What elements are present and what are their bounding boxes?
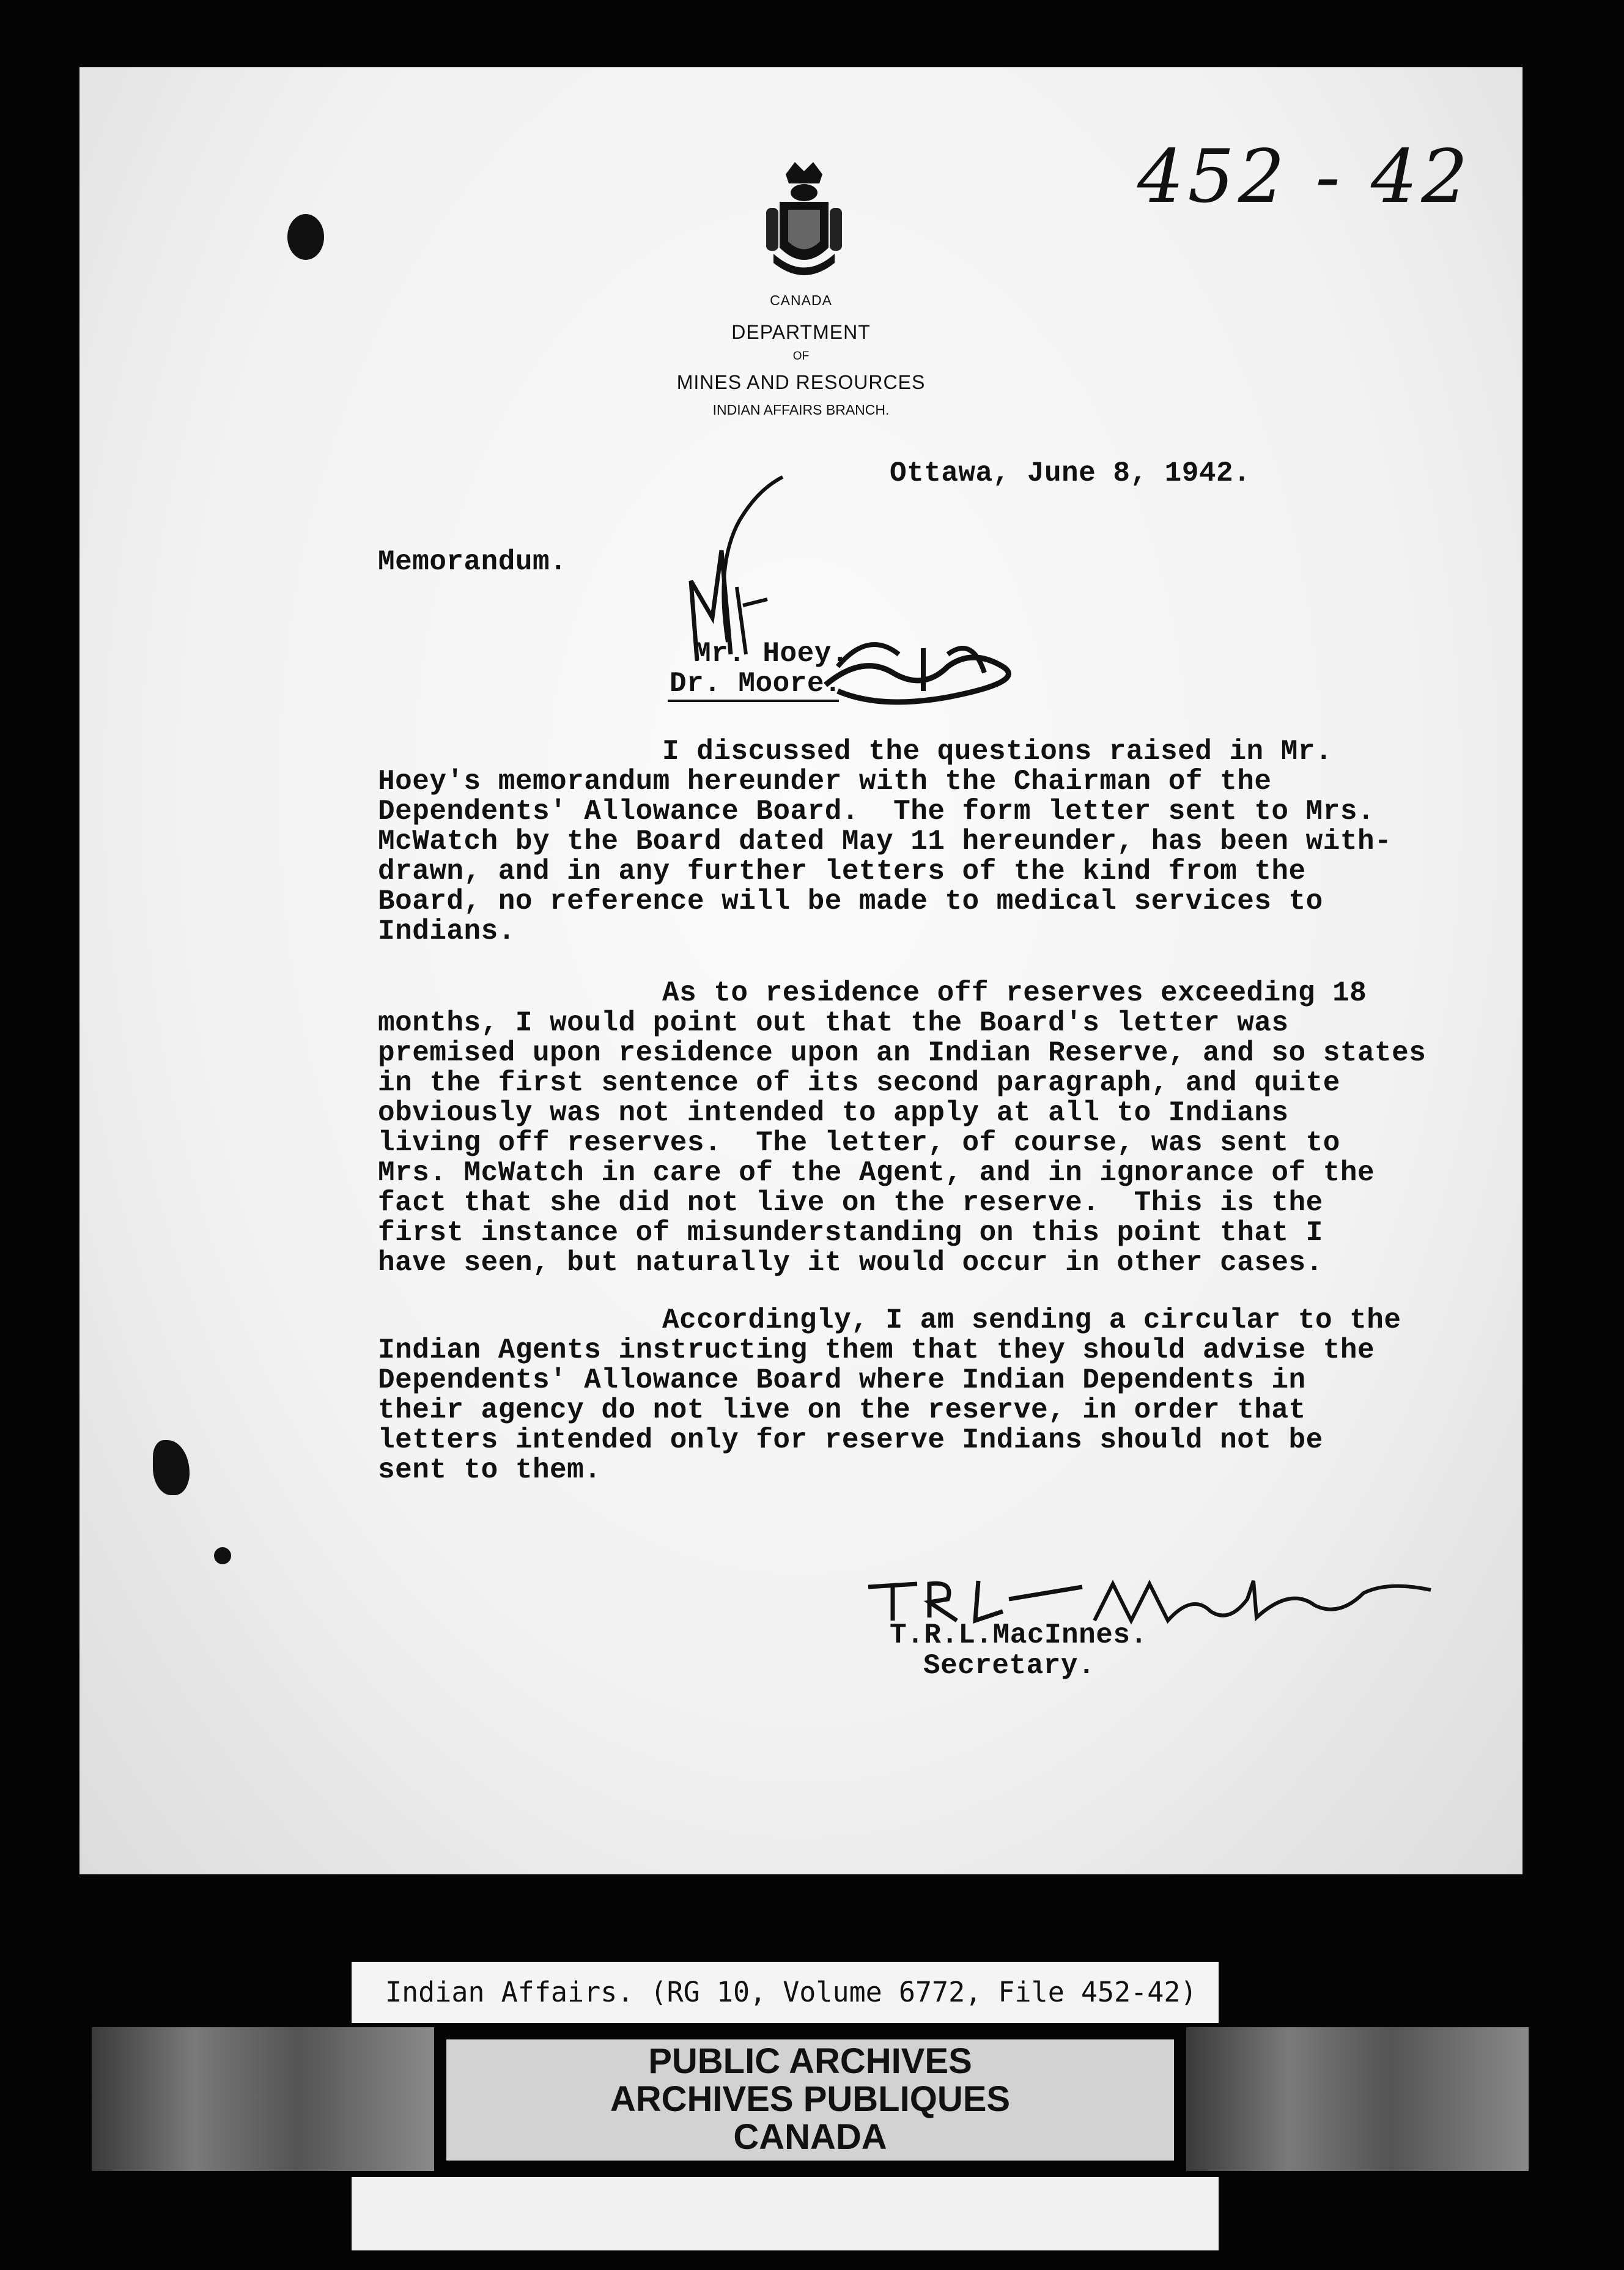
paragraph-line: letters intended only for reserve Indians should not be bbox=[378, 1424, 1323, 1456]
paragraph-line: drawn, and in any further letters of the kind from the bbox=[378, 856, 1306, 887]
file-number-handwritten: 452 - 42 bbox=[1137, 135, 1472, 220]
paragraph-line: sent to them. bbox=[378, 1454, 602, 1486]
public-archives-stamp bbox=[446, 2039, 1174, 2161]
paragraph-line: As to residence off reserves exceeding 18 bbox=[662, 977, 1367, 1009]
paragraph-line: have seen, but naturally it would occur in other cases. bbox=[378, 1247, 1323, 1279]
initials-scrawl bbox=[605, 471, 1033, 728]
paragraph-line: obviously was not intended to apply at all to Indians bbox=[378, 1097, 1289, 1129]
paragraph-line: living off reserves. The letter, of course, was sent to bbox=[378, 1127, 1340, 1159]
archive-caption: Indian Affairs. (RG 10, Volume 6772, File 452-42) bbox=[352, 1962, 1219, 2023]
ink-mark bbox=[153, 1440, 190, 1495]
paragraph-line: Hoey's memorandum hereunder with the Chairman of the bbox=[378, 766, 1272, 797]
paragraph-line: in the first sentence of its second paragraph, and quite bbox=[378, 1067, 1340, 1099]
stamp-line-1: PUBLIC ARCHIVES bbox=[648, 2041, 972, 2081]
addressee-1: Mr. Hoey. bbox=[694, 638, 849, 670]
paragraph-line: Board, no reference will be made to medical services to bbox=[378, 885, 1323, 917]
memo-heading: Memorandum. bbox=[378, 546, 567, 578]
signatory-name: T.R.L.MacInnes. bbox=[890, 1619, 1148, 1651]
paragraph-line: Indians. bbox=[378, 915, 515, 947]
coat-of-arms-crest-icon bbox=[761, 156, 847, 290]
letter-date: Ottawa, June 8, 1942. bbox=[890, 457, 1251, 489]
paragraph-line: Indian Agents instructing them that they should advise the bbox=[378, 1334, 1375, 1366]
ink-dot bbox=[214, 1547, 231, 1564]
paragraph-line: Mrs. McWatch in care of the Agent, and in ignorance of the bbox=[378, 1157, 1375, 1189]
paragraph-1 bbox=[378, 737, 1392, 947]
paragraph-line: premised upon residence upon an Indian Reserve, and so states bbox=[378, 1037, 1427, 1069]
paragraph-line: Accordingly, I am sending a circular to the bbox=[662, 1304, 1401, 1336]
ink-blot bbox=[287, 214, 324, 260]
paragraph-line: Dependents' Allowance Board where Indian Dependents in bbox=[378, 1364, 1306, 1396]
bottom-label-strip bbox=[352, 2177, 1219, 2250]
paragraph-line: Dependents' Allowance Board. The form letter sent to Mrs. bbox=[378, 796, 1375, 827]
addressee-2: Dr. Moore. bbox=[670, 668, 842, 700]
document-page bbox=[79, 67, 1523, 1874]
paragraph-line: their agency do not live on the reserve, in order that bbox=[378, 1394, 1306, 1426]
signatory-title: Secretary. bbox=[923, 1650, 1096, 1682]
letterhead-country: CANADA bbox=[770, 292, 832, 308]
paragraph-line: I discussed the questions raised in Mr. bbox=[662, 736, 1333, 767]
letterhead-department: DEPARTMENT bbox=[731, 321, 871, 343]
letterhead-ministry: MINES AND RESOURCES bbox=[676, 371, 926, 393]
paragraph-2 bbox=[378, 978, 1426, 1278]
letterhead-of: OF bbox=[792, 350, 810, 363]
paragraph-line: months, I would point out that the Board's letter was bbox=[378, 1007, 1289, 1039]
stamp-line-2: ARCHIVES PUBLIQUES bbox=[610, 2079, 1011, 2119]
letterhead-branch: INDIAN AFFAIRS BRANCH. bbox=[712, 402, 890, 418]
paragraph-3 bbox=[378, 1306, 1401, 1485]
paragraph-line: fact that she did not live on the reserve. This is the bbox=[378, 1187, 1323, 1219]
paragraph-line: first instance of misunderstanding on this point that I bbox=[378, 1217, 1323, 1249]
paragraph-line: McWatch by the Board dated May 11 hereunder, has been with- bbox=[378, 826, 1392, 857]
film-strip-right bbox=[1186, 2027, 1529, 2171]
film-strip-left bbox=[92, 2027, 434, 2171]
stamp-line-3: CANADA bbox=[733, 2117, 887, 2157]
